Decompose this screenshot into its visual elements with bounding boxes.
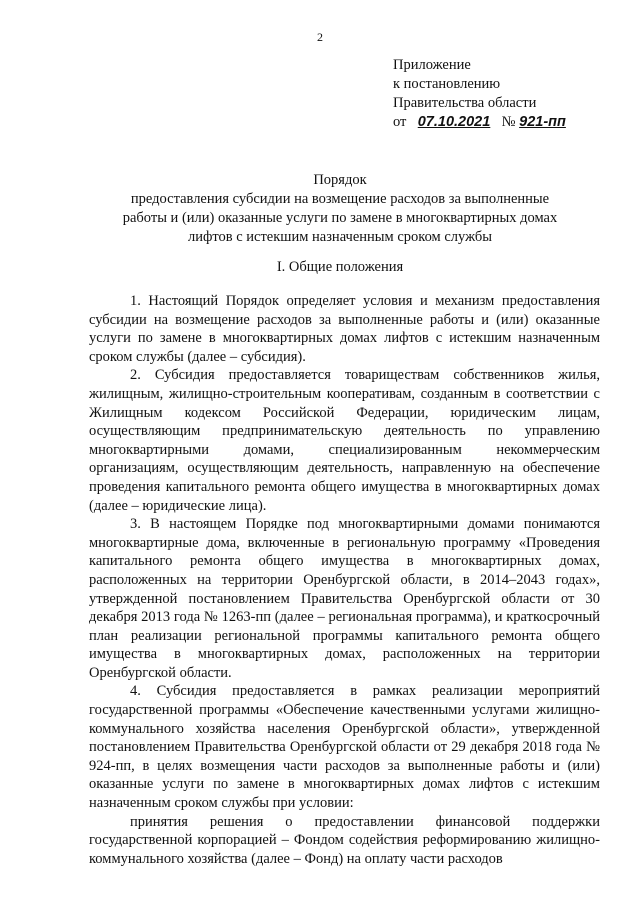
paragraph: 2. Субсидия предоставляется товариществам собственников жилья, жилищным, жилищно-строительным кооперативам, созданным в соответствии с Жилищным кодексом Российской Федерации, юридическим лицам, осуществляющим предпринимательскую деятельность по управлению многоквартирными домами, специализированным некоммерческим организациям, осуществляющим деятельность, направленную на обеспечение проведения капитального ремонта общего имущества в многоквартирных домах (далее – юридические лица). [89,367,600,514]
appendix-date-line [393,113,633,132]
appendix-line: к постановлению [393,76,501,92]
title-line: предоставления субсидии на возмещение расходов за выполненные [130,191,550,207]
paragraph: принятия решения о предоставлении финансовой поддержки государственной корпорацией – Фондом содействия реформированию жилищно-коммунального хозяйства (далее – Фонд) на оплату части расходов [89,813,600,867]
handwritten-date: 07.10.2021 [417,114,491,130]
paragraph: 3. В настоящем Порядке под многоквартирными домами понимаются многоквартирные дома, включенные в региональную программу «Проведения капитального ремонта общего имущества в многоквартирных домах, расположенных на территории Оренбургской области, в 2014–2043 годах», утвержденной постановлением Правительства Оренбургской области от 30 декабря 2013 года № 1263-пп (далее – региональная программа), и краткосрочный план реализации региональной программы капитального ремонта общего имущества в многоквартирных домах, расположенных на территории Оренбургской области. [89,516,600,681]
appendix-line: Приложение [393,57,471,73]
paragraph: 1. Настоящий Порядок определяет условия и механизм предоставления субсидии на возмещение расходов за выполненные работы и (или) оказанные услуги по замене в многоквартирных домах лифтов с истекшим назначенным сроком службы (далее – субсидия). [89,293,600,365]
number-prefix: № [501,114,516,130]
paragraph: 4. Субсидия предоставляется в рамках реализации мероприятий государственной программы «Обеспечение качественными услугами жилищно-коммунального хозяйства населения Оренбургской области», утвержденной постановлением Правительства Оренбургской области от 29 декабря 2018 года № 924-пп, в целях возмещения части расходов за выполненные работы и (или) оказанные услуги по замене в многоквартирных домах лифтов с истекшим назначенным сроком службы при условии: [89,683,600,812]
appendix-block [393,56,633,132]
section-heading: I. Общие положения [276,259,404,275]
document-body [89,292,600,868]
appendix-line: Правительства области [393,95,537,111]
date-prefix: от [393,114,407,130]
handwritten-number: 921-пп [519,114,566,130]
page-number: 2 [317,30,323,44]
title-line: работы и (или) оказанные услуги по замене в многоквартирных домах [122,210,558,226]
title-heading: Порядок [313,172,367,188]
title-line: лифтов с истекшим назначенным сроком службы [187,229,493,245]
document-title [80,171,600,247]
